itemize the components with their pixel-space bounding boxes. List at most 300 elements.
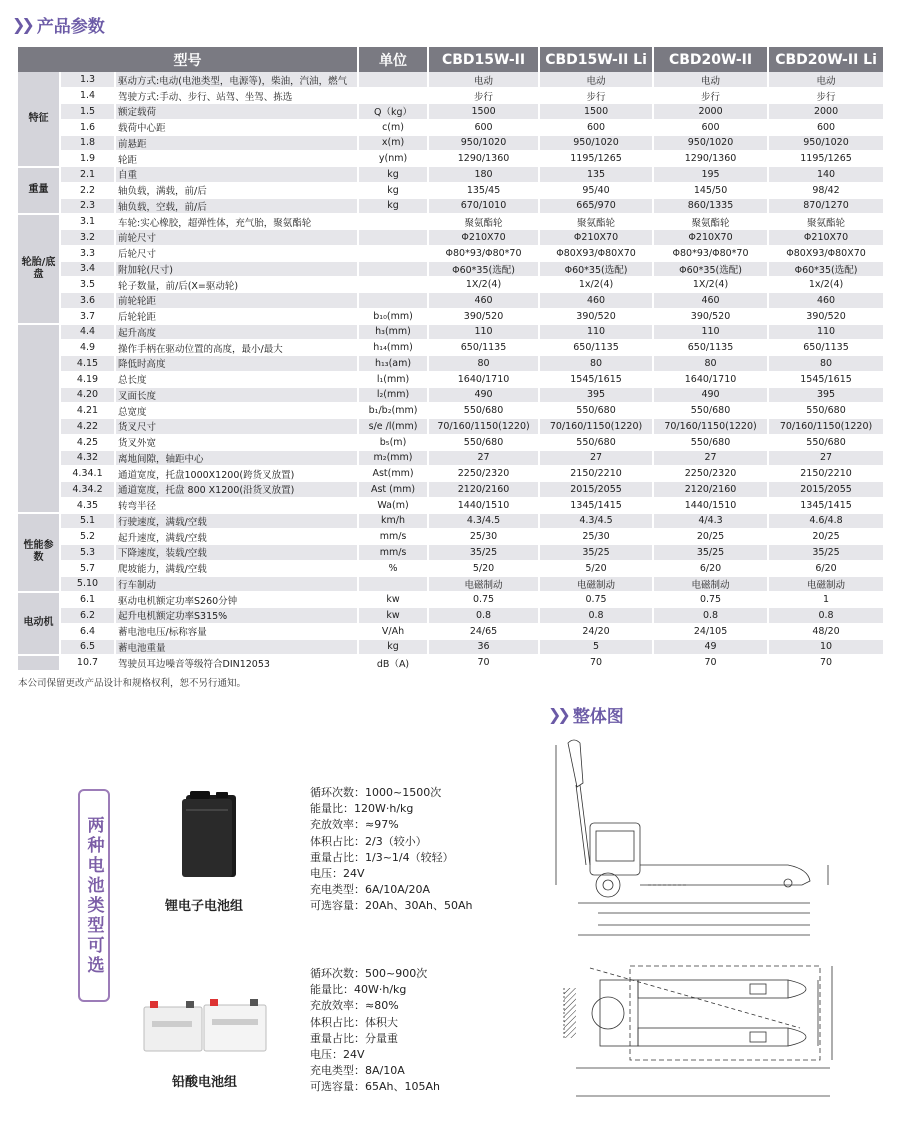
row-number: 2.2 bbox=[60, 182, 115, 198]
row-number: 1.8 bbox=[60, 135, 115, 151]
row-value-model-4: 35/25 bbox=[768, 545, 884, 561]
row-value-model-4: 950/1020 bbox=[768, 135, 884, 151]
row-value-model-3: Φ210X70 bbox=[653, 230, 768, 246]
table-row bbox=[18, 72, 884, 88]
row-value-model-4: 1345/1415 bbox=[768, 497, 884, 513]
row-number: 3.6 bbox=[60, 293, 115, 309]
row-value-model-4: 2015/2055 bbox=[768, 482, 884, 498]
row-value-model-4: 2150/2210 bbox=[768, 466, 884, 482]
row-value-model-3: 49 bbox=[653, 639, 768, 655]
row-value-model-4: 140 bbox=[768, 167, 884, 183]
row-unit: mm/s bbox=[358, 545, 428, 561]
table-row bbox=[18, 387, 884, 403]
row-value-model-3: Φ80*93/Φ80*70 bbox=[653, 245, 768, 261]
row-description: 操作手柄在驱动位置的高度，最小/最大 bbox=[115, 340, 358, 356]
table-row bbox=[18, 450, 884, 466]
row-value-model-1: 4.3/4.5 bbox=[428, 513, 539, 529]
table-row bbox=[18, 324, 884, 340]
spec-line: 循环次数：500~900次 bbox=[310, 967, 428, 980]
header-model-4: CBD20W-II Li bbox=[768, 47, 884, 72]
row-value-model-2: 步行 bbox=[539, 88, 653, 104]
row-value-model-2: 2015/2055 bbox=[539, 482, 653, 498]
row-value-model-2: 650/1135 bbox=[539, 340, 653, 356]
row-unit: % bbox=[358, 560, 428, 576]
row-number: 6.4 bbox=[60, 623, 115, 639]
lithium-battery-image bbox=[176, 789, 240, 881]
row-value-model-3: Φ60*35(选配) bbox=[653, 261, 768, 277]
row-value-model-1: 70 bbox=[428, 655, 539, 671]
row-value-model-3: 860/1335 bbox=[653, 198, 768, 214]
table-row bbox=[18, 655, 884, 671]
row-number: 3.4 bbox=[60, 261, 115, 277]
row-unit: h₃(mm) bbox=[358, 324, 428, 340]
row-description: 起升高度 bbox=[115, 324, 358, 340]
row-description: 下降速度，装载/空载 bbox=[115, 545, 358, 561]
row-value-model-3: 490 bbox=[653, 387, 768, 403]
row-value-model-2: 550/680 bbox=[539, 434, 653, 450]
spec-table bbox=[18, 47, 885, 672]
row-description: 通道宽度，托盘 800 X1200(沿货叉放置) bbox=[115, 482, 358, 498]
row-description: 降低时高度 bbox=[115, 356, 358, 372]
row-unit: kw bbox=[358, 608, 428, 624]
group-label: 电动机 bbox=[18, 592, 60, 655]
row-unit bbox=[358, 293, 428, 309]
row-value-model-3: 4/4.3 bbox=[653, 513, 768, 529]
row-value-model-3: 1290/1360 bbox=[653, 151, 768, 167]
table-row bbox=[18, 403, 884, 419]
row-unit: s/e /l(mm) bbox=[358, 419, 428, 435]
row-value-model-2: 0.8 bbox=[539, 608, 653, 624]
row-unit: V/Ah bbox=[358, 623, 428, 639]
spec-line: 体积占比：2/3（较小） bbox=[310, 834, 427, 848]
group-label bbox=[18, 655, 60, 671]
row-description: 通道宽度，托盘1000X1200(跨货叉放置) bbox=[115, 466, 358, 482]
row-unit bbox=[358, 277, 428, 293]
row-description: 轴负载，空载，前/后 bbox=[115, 198, 358, 214]
row-unit: b₁/b₂(mm) bbox=[358, 403, 428, 419]
group-label: 性能参数 bbox=[18, 513, 60, 592]
row-unit: Ast(mm) bbox=[358, 466, 428, 482]
row-value-model-3: 1X/2(4) bbox=[653, 277, 768, 293]
row-value-model-1: 27 bbox=[428, 450, 539, 466]
group-label: 轮胎/底盘 bbox=[18, 214, 60, 324]
row-unit: kg bbox=[358, 639, 428, 655]
row-value-model-3: 27 bbox=[653, 450, 768, 466]
row-value-model-1: 5/20 bbox=[428, 560, 539, 576]
row-value-model-4: 870/1270 bbox=[768, 198, 884, 214]
row-value-model-4: 20/25 bbox=[768, 529, 884, 545]
row-value-model-2: Φ60*35(选配) bbox=[539, 261, 653, 277]
row-description: 载荷中心距 bbox=[115, 119, 358, 135]
row-description: 驾驶方式:手动、步行、站驾、坐驾、拣选 bbox=[115, 88, 358, 104]
row-value-model-4: 1545/1615 bbox=[768, 371, 884, 387]
table-row bbox=[18, 340, 884, 356]
row-value-model-1: 70/160/1150(1220) bbox=[428, 419, 539, 435]
side-view-drawing bbox=[548, 735, 848, 945]
row-value-model-4: 550/680 bbox=[768, 434, 884, 450]
row-number: 3.2 bbox=[60, 230, 115, 246]
row-unit: kg bbox=[358, 167, 428, 183]
row-value-model-4: 460 bbox=[768, 293, 884, 309]
row-value-model-1: 24/65 bbox=[428, 623, 539, 639]
row-value-model-4: 聚氨酯轮 bbox=[768, 214, 884, 230]
spec-line: 充放效率：≈80% bbox=[310, 999, 399, 1013]
row-value-model-1: 180 bbox=[428, 167, 539, 183]
group-label: 重量 bbox=[18, 167, 60, 214]
row-description: 起升速度，满载/空载 bbox=[115, 529, 358, 545]
row-value-model-4: 70/160/1150(1220) bbox=[768, 419, 884, 435]
row-value-model-4: 27 bbox=[768, 450, 884, 466]
table-row bbox=[18, 434, 884, 450]
row-unit: kg bbox=[358, 198, 428, 214]
row-unit: l₁(mm) bbox=[358, 371, 428, 387]
row-unit bbox=[358, 88, 428, 104]
header-model: 型号 bbox=[18, 47, 358, 72]
spec-line: 电压：24V bbox=[310, 1048, 365, 1062]
row-number: 5.10 bbox=[60, 576, 115, 592]
row-number: 2.3 bbox=[60, 198, 115, 214]
row-number: 4.20 bbox=[60, 387, 115, 403]
row-value-model-1: 电动 bbox=[428, 72, 539, 88]
row-value-model-3: 20/25 bbox=[653, 529, 768, 545]
row-value-model-2: 1345/1415 bbox=[539, 497, 653, 513]
row-value-model-4: 2000 bbox=[768, 104, 884, 120]
table-row bbox=[18, 639, 884, 655]
spec-line: 充电类型：8A/10A bbox=[310, 1064, 405, 1078]
row-value-model-1: 600 bbox=[428, 119, 539, 135]
row-description: 车轮:实心橡胶，超弹性体，充气胎，聚氨酯轮 bbox=[115, 214, 358, 230]
row-description: 总长度 bbox=[115, 371, 358, 387]
row-value-model-4: 4.6/4.8 bbox=[768, 513, 884, 529]
row-value-model-3: 2120/2160 bbox=[653, 482, 768, 498]
row-value-model-4: 步行 bbox=[768, 88, 884, 104]
row-value-model-1: 550/680 bbox=[428, 403, 539, 419]
row-value-model-3: 1640/1710 bbox=[653, 371, 768, 387]
row-value-model-3: 0.8 bbox=[653, 608, 768, 624]
table-row bbox=[18, 245, 884, 261]
row-value-model-2: 135 bbox=[539, 167, 653, 183]
row-unit: l₂(mm) bbox=[358, 387, 428, 403]
row-unit: x(m) bbox=[358, 135, 428, 151]
row-value-model-2: 电动 bbox=[539, 72, 653, 88]
row-number: 6.1 bbox=[60, 592, 115, 608]
row-number: 3.1 bbox=[60, 214, 115, 230]
row-value-model-1: 电磁制动 bbox=[428, 576, 539, 592]
group-label: 特征 bbox=[18, 72, 60, 167]
row-description: 轴负载，满载，前/后 bbox=[115, 182, 358, 198]
row-number: 1.9 bbox=[60, 151, 115, 167]
row-value-model-2: Φ210X70 bbox=[539, 230, 653, 246]
row-unit: m₂(mm) bbox=[358, 450, 428, 466]
row-value-model-2: 390/520 bbox=[539, 308, 653, 324]
row-value-model-4: 80 bbox=[768, 356, 884, 372]
row-unit: Ast (mm) bbox=[358, 482, 428, 498]
row-description: 爬坡能力，满载/空载 bbox=[115, 560, 358, 576]
row-value-model-4: Φ80X93/Φ80X70 bbox=[768, 245, 884, 261]
row-number: 3.3 bbox=[60, 245, 115, 261]
spec-line: 重量占比：1/3~1/4（较轻） bbox=[310, 850, 454, 864]
row-description: 转弯半径 bbox=[115, 497, 358, 513]
row-number: 1.4 bbox=[60, 88, 115, 104]
row-unit: dB（A) bbox=[358, 655, 428, 671]
row-value-model-1: 110 bbox=[428, 324, 539, 340]
row-value-model-2: 1195/1265 bbox=[539, 151, 653, 167]
row-value-model-3: 460 bbox=[653, 293, 768, 309]
row-unit: km/h bbox=[358, 513, 428, 529]
row-value-model-1: 1640/1710 bbox=[428, 371, 539, 387]
row-number: 5.1 bbox=[60, 513, 115, 529]
row-description: 后轮轮距 bbox=[115, 308, 358, 324]
row-value-model-4: 650/1135 bbox=[768, 340, 884, 356]
row-value-model-4: 110 bbox=[768, 324, 884, 340]
table-row bbox=[18, 214, 884, 230]
row-unit: h₁₃(am) bbox=[358, 356, 428, 372]
row-value-model-1: Φ60*35(选配) bbox=[428, 261, 539, 277]
spec-line: 循环次数：1000~1500次 bbox=[310, 786, 442, 799]
lead-acid-specs bbox=[310, 966, 440, 1096]
params-title-text: 产品参数 bbox=[36, 17, 105, 37]
row-value-model-1: 2250/2320 bbox=[428, 466, 539, 482]
row-value-model-1: 135/45 bbox=[428, 182, 539, 198]
row-value-model-4: 10 bbox=[768, 639, 884, 655]
row-number: 4.35 bbox=[60, 497, 115, 513]
row-value-model-2: 80 bbox=[539, 356, 653, 372]
header-model-2: CBD15W-II Li bbox=[539, 47, 653, 72]
row-value-model-1: 1290/1360 bbox=[428, 151, 539, 167]
battery-options-box bbox=[78, 789, 110, 1002]
row-value-model-4: 0.8 bbox=[768, 608, 884, 624]
row-value-model-4: Φ210X70 bbox=[768, 230, 884, 246]
row-number: 3.7 bbox=[60, 308, 115, 324]
row-value-model-1: 490 bbox=[428, 387, 539, 403]
row-value-model-1: Φ210X70 bbox=[428, 230, 539, 246]
table-row bbox=[18, 261, 884, 277]
row-value-model-2: 5 bbox=[539, 639, 653, 655]
row-description: 轮距 bbox=[115, 151, 358, 167]
section-title-overview bbox=[548, 702, 624, 727]
row-number: 6.5 bbox=[60, 639, 115, 655]
row-unit: b₅(m) bbox=[358, 434, 428, 450]
table-row bbox=[18, 88, 884, 104]
row-value-model-2: 460 bbox=[539, 293, 653, 309]
row-unit: Q（kg） bbox=[358, 104, 428, 120]
row-value-model-3: 950/1020 bbox=[653, 135, 768, 151]
row-value-model-1: 950/1020 bbox=[428, 135, 539, 151]
row-description: 前轮尺寸 bbox=[115, 230, 358, 246]
row-unit bbox=[358, 261, 428, 277]
row-number: 10.7 bbox=[60, 655, 115, 671]
row-value-model-1: 1X/2(4) bbox=[428, 277, 539, 293]
row-description: 蓄电池重量 bbox=[115, 639, 358, 655]
table-row bbox=[18, 135, 884, 151]
spec-line: 可选容量：20Ah、30Ah、50Ah bbox=[310, 899, 473, 913]
table-row bbox=[18, 545, 884, 561]
row-number: 4.34.2 bbox=[60, 482, 115, 498]
row-value-model-3: 0.75 bbox=[653, 592, 768, 608]
row-value-model-4: 电磁制动 bbox=[768, 576, 884, 592]
table-row bbox=[18, 167, 884, 183]
row-value-model-4: 600 bbox=[768, 119, 884, 135]
row-value-model-1: 80 bbox=[428, 356, 539, 372]
row-description: 后轮尺寸 bbox=[115, 245, 358, 261]
spec-line: 重量占比：分量重 bbox=[310, 1031, 398, 1045]
row-number: 4.22 bbox=[60, 419, 115, 435]
header-unit: 单位 bbox=[358, 47, 428, 72]
row-value-model-4: 395 bbox=[768, 387, 884, 403]
row-value-model-1: 390/520 bbox=[428, 308, 539, 324]
row-value-model-4: 48/20 bbox=[768, 623, 884, 639]
row-value-model-2: 665/970 bbox=[539, 198, 653, 214]
row-unit bbox=[358, 230, 428, 246]
group-label bbox=[18, 324, 60, 513]
row-number: 4.19 bbox=[60, 371, 115, 387]
row-number: 4.32 bbox=[60, 450, 115, 466]
row-unit: mm/s bbox=[358, 529, 428, 545]
battery-options-title: 两种电池类型可选 bbox=[83, 815, 104, 976]
lithium-battery-label: 锂电子电池组 bbox=[165, 899, 244, 914]
row-value-model-2: 1x/2(4) bbox=[539, 277, 653, 293]
chevron-icon: ❯❯ bbox=[548, 705, 567, 724]
row-value-model-1: 670/1010 bbox=[428, 198, 539, 214]
row-value-model-1: 25/30 bbox=[428, 529, 539, 545]
row-value-model-4: 电动 bbox=[768, 72, 884, 88]
row-value-model-3: 电磁制动 bbox=[653, 576, 768, 592]
row-value-model-3: 1440/1510 bbox=[653, 497, 768, 513]
row-number: 4.21 bbox=[60, 403, 115, 419]
top-view-drawing bbox=[560, 958, 850, 1108]
row-description: 额定载荷 bbox=[115, 104, 358, 120]
table-row bbox=[18, 592, 884, 608]
row-value-model-2: 70/160/1150(1220) bbox=[539, 419, 653, 435]
row-unit bbox=[358, 576, 428, 592]
row-value-model-3: 步行 bbox=[653, 88, 768, 104]
row-unit: h₁₄(mm) bbox=[358, 340, 428, 356]
row-description: 附加轮(尺寸) bbox=[115, 261, 358, 277]
overview-title-text: 整体图 bbox=[572, 707, 624, 727]
row-description: 轮子数量，前/后(X=驱动轮) bbox=[115, 277, 358, 293]
row-number: 2.1 bbox=[60, 167, 115, 183]
table-row bbox=[18, 119, 884, 135]
row-value-model-3: 6/20 bbox=[653, 560, 768, 576]
row-value-model-4: 98/42 bbox=[768, 182, 884, 198]
table-row bbox=[18, 529, 884, 545]
row-description: 总宽度 bbox=[115, 403, 358, 419]
chevron-icon: ❯❯ bbox=[12, 15, 31, 34]
row-unit: Wa(m) bbox=[358, 497, 428, 513]
table-row bbox=[18, 356, 884, 372]
row-description: 叉面长度 bbox=[115, 387, 358, 403]
table-row bbox=[18, 623, 884, 639]
lithium-specs bbox=[310, 785, 472, 915]
row-value-model-2: 聚氨酯轮 bbox=[539, 214, 653, 230]
spec-line: 可选容量：65Ah、105Ah bbox=[310, 1080, 440, 1094]
row-value-model-3: 2000 bbox=[653, 104, 768, 120]
row-value-model-1: 2120/2160 bbox=[428, 482, 539, 498]
row-number: 6.2 bbox=[60, 608, 115, 624]
row-description: 货叉外宽 bbox=[115, 434, 358, 450]
table-row bbox=[18, 513, 884, 529]
row-number: 4.9 bbox=[60, 340, 115, 356]
spec-line: 体积占比：体积大 bbox=[310, 1015, 398, 1029]
row-value-model-2: Φ80X93/Φ80X70 bbox=[539, 245, 653, 261]
row-number: 4.34.1 bbox=[60, 466, 115, 482]
row-number: 3.5 bbox=[60, 277, 115, 293]
row-value-model-4: 1195/1265 bbox=[768, 151, 884, 167]
row-value-model-4: 70 bbox=[768, 655, 884, 671]
row-number: 1.5 bbox=[60, 104, 115, 120]
row-value-model-3: 145/50 bbox=[653, 182, 768, 198]
table-row bbox=[18, 371, 884, 387]
row-description: 驱动电机额定功率S260分钟 bbox=[115, 592, 358, 608]
row-value-model-2: 1545/1615 bbox=[539, 371, 653, 387]
row-value-model-3: 70/160/1150(1220) bbox=[653, 419, 768, 435]
row-description: 蓄电池电压/标称容量 bbox=[115, 623, 358, 639]
row-value-model-2: 950/1020 bbox=[539, 135, 653, 151]
row-value-model-4: 1 bbox=[768, 592, 884, 608]
row-number: 1.6 bbox=[60, 119, 115, 135]
row-description: 驾驶员耳边噪音等级符合DIN12053 bbox=[115, 655, 358, 671]
row-value-model-2: 1500 bbox=[539, 104, 653, 120]
header-model-1: CBD15W-II bbox=[428, 47, 539, 72]
row-unit: kw bbox=[358, 592, 428, 608]
row-value-model-2: 395 bbox=[539, 387, 653, 403]
row-value-model-1: 0.75 bbox=[428, 592, 539, 608]
row-number: 5.7 bbox=[60, 560, 115, 576]
row-description: 行驶速度，满载/空载 bbox=[115, 513, 358, 529]
row-value-model-3: 195 bbox=[653, 167, 768, 183]
table-row bbox=[18, 151, 884, 167]
row-value-model-1: 1440/1510 bbox=[428, 497, 539, 513]
table-row bbox=[18, 497, 884, 513]
spec-line: 能量比：40W·h/kg bbox=[310, 983, 407, 997]
row-value-model-1: 460 bbox=[428, 293, 539, 309]
table-row bbox=[18, 230, 884, 246]
row-value-model-1: 0.8 bbox=[428, 608, 539, 624]
row-value-model-2: 5/20 bbox=[539, 560, 653, 576]
table-row bbox=[18, 198, 884, 214]
row-number: 5.2 bbox=[60, 529, 115, 545]
row-value-model-3: 2250/2320 bbox=[653, 466, 768, 482]
spec-line: 能量比：120W·h/kg bbox=[310, 802, 414, 816]
row-description: 行车制动 bbox=[115, 576, 358, 592]
row-value-model-1: 35/25 bbox=[428, 545, 539, 561]
table-row bbox=[18, 608, 884, 624]
row-value-model-3: 80 bbox=[653, 356, 768, 372]
row-value-model-3: 390/520 bbox=[653, 308, 768, 324]
lead-acid-battery-image bbox=[140, 997, 270, 1055]
row-value-model-2: 24/20 bbox=[539, 623, 653, 639]
row-value-model-4: 550/680 bbox=[768, 403, 884, 419]
header-model-3: CBD20W-II bbox=[653, 47, 768, 72]
row-description: 前轮轮距 bbox=[115, 293, 358, 309]
row-value-model-4: Φ60*35(选配) bbox=[768, 261, 884, 277]
row-value-model-3: 70 bbox=[653, 655, 768, 671]
row-value-model-1: 550/680 bbox=[428, 434, 539, 450]
section-title-params bbox=[12, 12, 105, 37]
row-number: 1.3 bbox=[60, 72, 115, 88]
table-row bbox=[18, 277, 884, 293]
row-description: 离地间隙，轴距中心 bbox=[115, 450, 358, 466]
row-value-model-2: 110 bbox=[539, 324, 653, 340]
table-row bbox=[18, 104, 884, 120]
row-value-model-4: 6/20 bbox=[768, 560, 884, 576]
spec-line: 充电类型：6A/10A/20A bbox=[310, 883, 430, 897]
row-value-model-3: 35/25 bbox=[653, 545, 768, 561]
lead-acid-battery-label: 铅酸电池组 bbox=[172, 1075, 238, 1090]
row-description: 起升电机额定功率S315% bbox=[115, 608, 358, 624]
table-row bbox=[18, 293, 884, 309]
table-row bbox=[18, 482, 884, 498]
